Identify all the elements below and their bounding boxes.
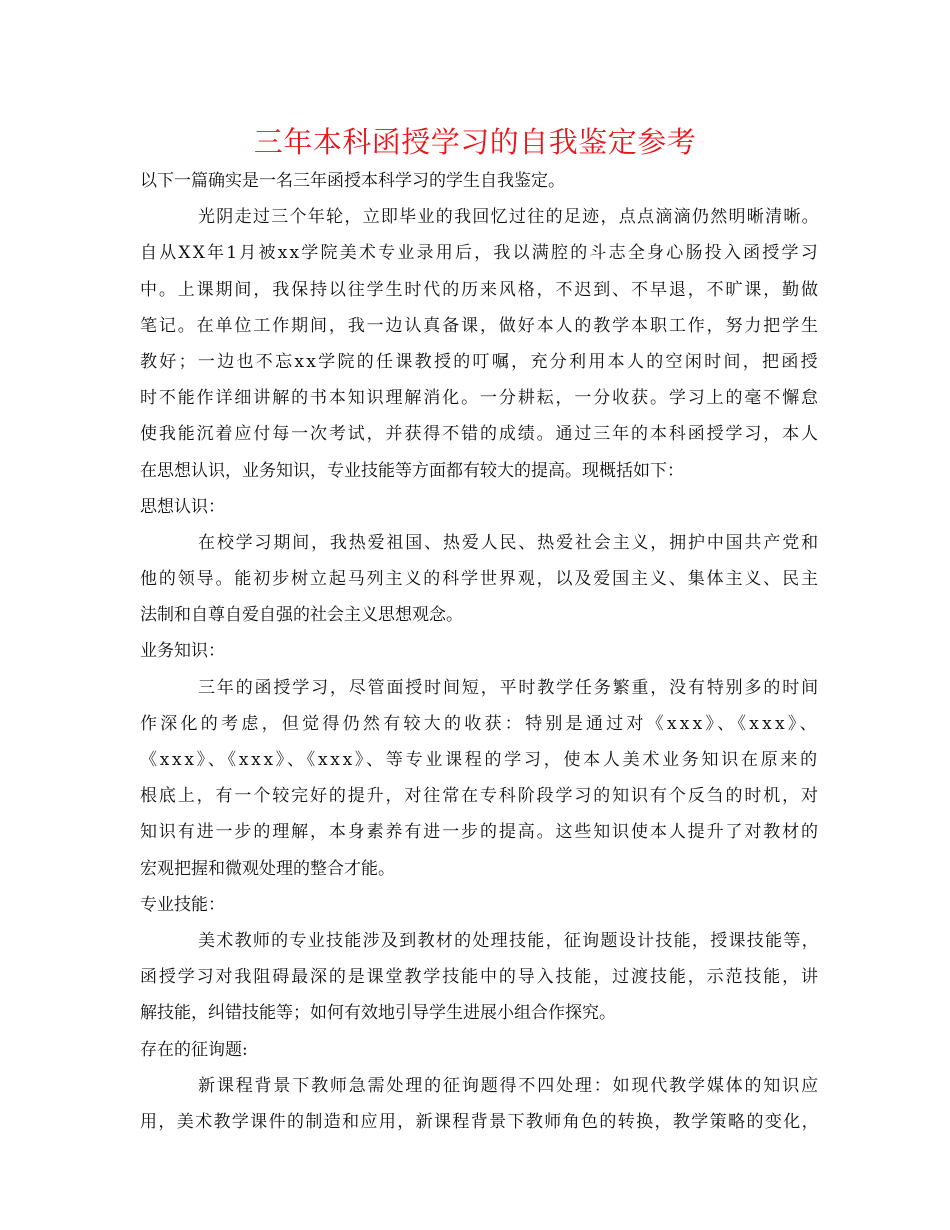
text-line: 业务知识： — [140, 641, 225, 662]
text-line: 解技能，纠错技能等；如何有效地引导学生进展小组合作探究。 — [140, 1003, 616, 1024]
text-line: 新课程背景下教师急需处理的征询题得不四处理：如现代教学媒体的知识应 — [198, 1075, 820, 1096]
text-line: 使我能沉着应付每一次考试，并获得不错的成绩。通过三年的本科函授学习，本人 — [140, 424, 820, 445]
text-line: 光阴走过三个年轮，立即毕业的我回忆过往的足迹，点点滴滴仍然明晰清晰。 — [198, 207, 820, 228]
text-line: 思想认识： — [140, 496, 225, 517]
text-line: 他的领导。能初步树立起马列主义的科学世界观，以及爱国主义、集体主义、民主 — [140, 569, 820, 590]
text-line: 教好；一边也不忘xx学院的任课教授的叮嘱，充分利用本人的空闲时间，把函授 — [140, 351, 820, 372]
text-line: 宏观把握和微观处理的整合才能。 — [140, 858, 395, 879]
text-line: 时不能作详细讲解的书本知识理解消化。一分耕耘，一分收获。学习上的毫不懈怠 — [140, 388, 820, 409]
text-line: 用，美术教学课件的制造和应用，新课程背景下教师角色的转换，教学策略的变化， — [140, 1111, 820, 1132]
text-line: 知识有进一步的理解，本身素养有进一步的提高。这些知识使本人提升了对教材的 — [140, 822, 820, 843]
text-line: 笔记。在单位工作期间，我一边认真备课，做好本人的教学本职工作，努力把学生 — [140, 315, 820, 336]
text-line: 函授学习对我阻碍最深的是课堂教学技能中的导入技能，过渡技能，示范技能，讲 — [140, 967, 820, 988]
text-line: 作深化的考虑，但觉得仍然有较大的收获：特别是通过对《xxx》、《xxx》、 — [140, 713, 820, 734]
text-line: 美术教师的专业技能涉及到教材的处理技能，征询题设计技能，授课技能等， — [198, 930, 820, 951]
text-line: 法制和自尊自爱自强的社会主义思想观念。 — [140, 605, 463, 626]
text-line: 存在的征询题: — [140, 1039, 248, 1060]
text-line: 在校学习期间，我热爱祖国、热爱人民、热爱社会主义，拥护中国共产党和 — [198, 532, 820, 553]
text-line: 以下一篇确实是一名三年函授本科学习的学生自我鉴定。 — [140, 171, 565, 191]
document-body — [140, 163, 820, 1140]
text-line: 《xxx》、《xxx》、《xxx》、等专业课程的学习，使本人美术业务知识在原来的 — [140, 750, 820, 770]
text-line: 中。上课期间，我保持以往学生时代的历来风格，不迟到、不早退，不旷课，勤做 — [140, 279, 820, 300]
text-line: 三年的函授学习，尽管面授时间短，平时教学任务繁重，没有特别多的时间 — [198, 677, 820, 698]
text-line: 专业技能： — [140, 894, 225, 915]
text-line: 自从XX年1月被xx学院美术专业录用后，我以满腔的斗志全身心肠投入函授学习 — [140, 243, 820, 264]
document-title: 三年本科函授学习的自我鉴定参考 — [253, 125, 697, 159]
text-line: 根底上，有一个较完好的提升，对往常在专科阶段学习的知识有个反刍的时机，对 — [140, 786, 820, 807]
text-line: 在思想认识，业务知识，专业技能等方面都有较大的提高。现概括如下： — [140, 460, 684, 481]
